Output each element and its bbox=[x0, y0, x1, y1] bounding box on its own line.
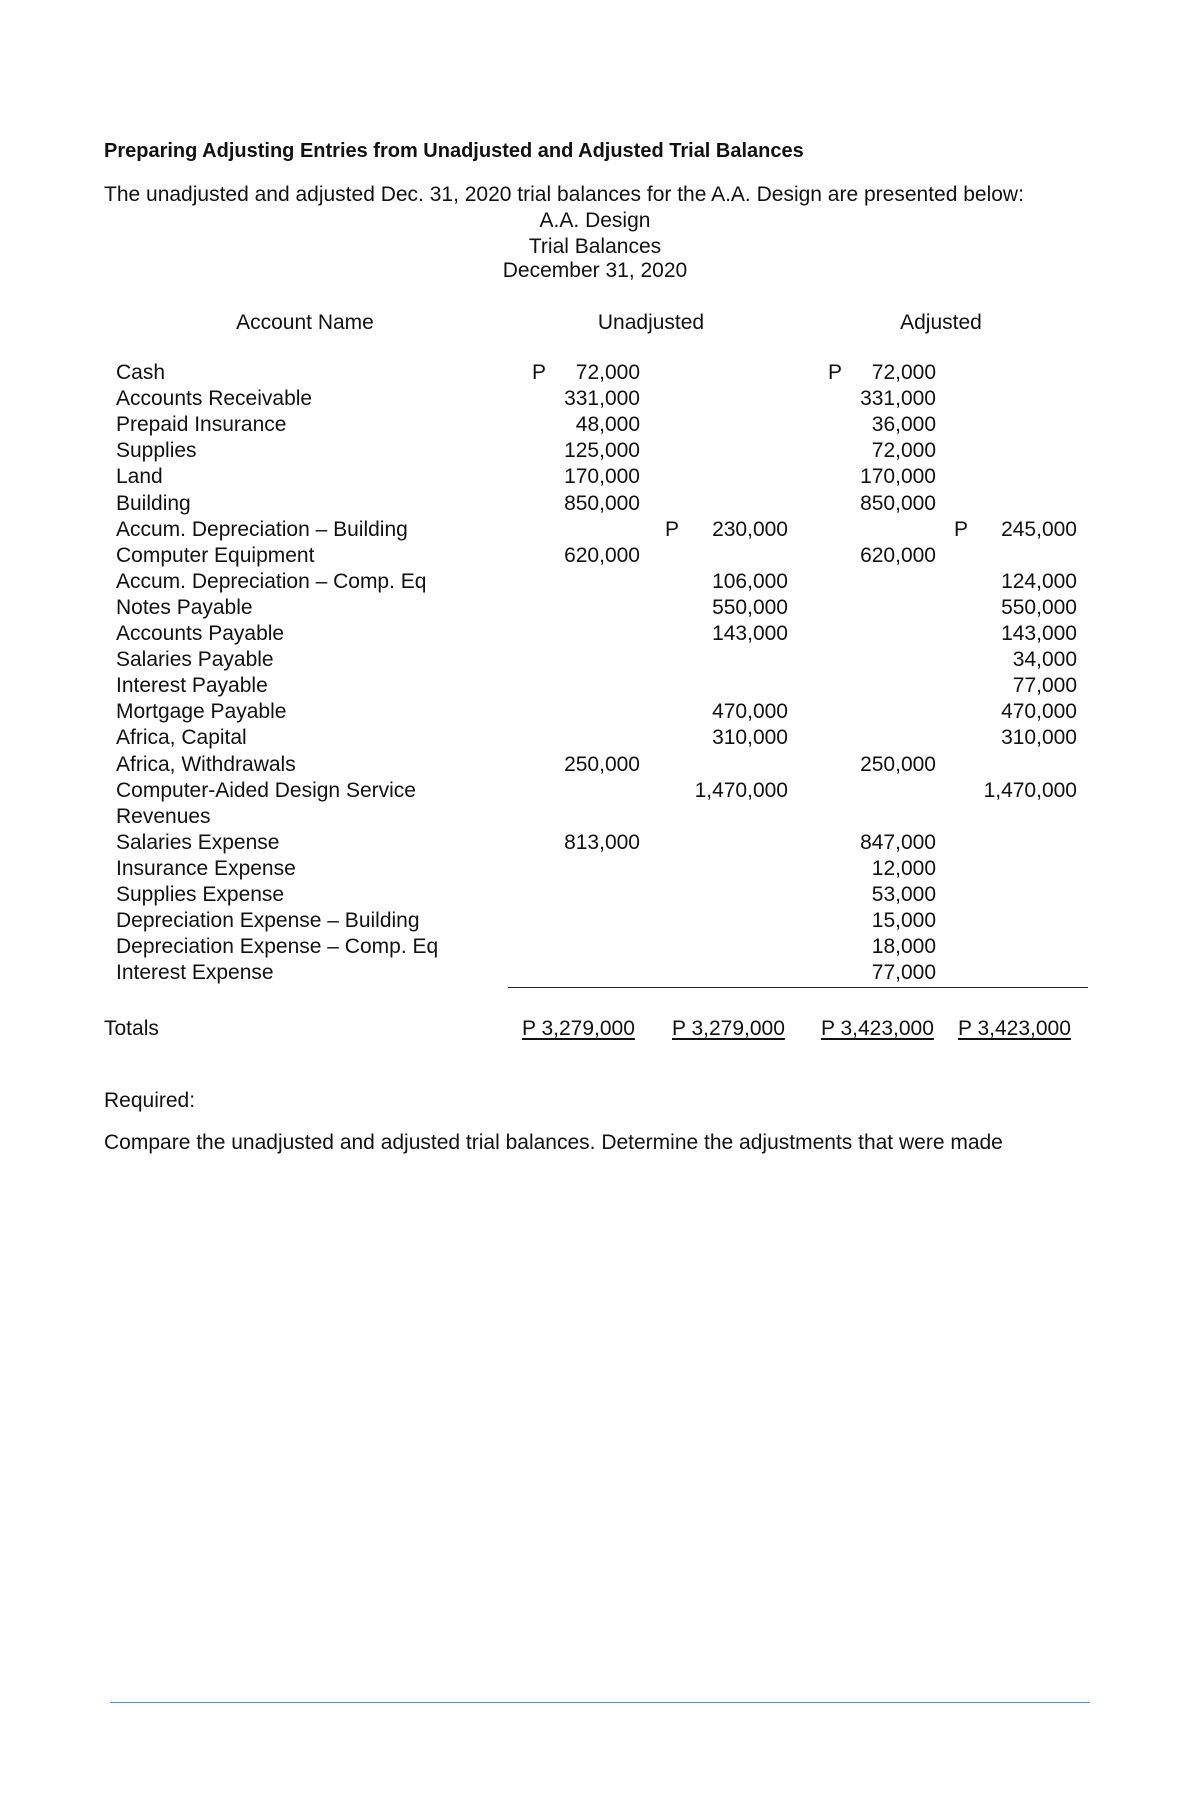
unadjusted-credit bbox=[648, 517, 788, 543]
unadjusted-credit bbox=[648, 621, 788, 647]
statement-name: Trial Balances bbox=[528, 235, 662, 258]
unadjusted-debit bbox=[500, 438, 640, 464]
table-row bbox=[0, 908, 1190, 934]
table-row bbox=[0, 725, 1190, 751]
amount-value: 53,000 bbox=[871, 883, 936, 906]
account-name: Depreciation Expense – Building bbox=[116, 909, 420, 933]
footer-divider bbox=[110, 1702, 1090, 1703]
account-name-header: Account Name bbox=[236, 311, 374, 334]
account-name: Africa, Withdrawals bbox=[116, 752, 296, 776]
table-row bbox=[0, 360, 1190, 386]
table-row bbox=[0, 438, 1190, 464]
adjusted-debit bbox=[796, 464, 936, 490]
table-row bbox=[0, 752, 1190, 778]
amount-value: 124,000 bbox=[1001, 569, 1077, 593]
adjusted-debit bbox=[796, 960, 936, 986]
unadjusted-credit bbox=[648, 725, 788, 751]
unadjusted-credit bbox=[648, 699, 788, 725]
amount-value: 550,000 bbox=[712, 595, 788, 619]
account-name: Interest Payable bbox=[116, 674, 268, 698]
currency-symbol: P bbox=[532, 361, 547, 384]
amount-value: 620,000 bbox=[564, 543, 640, 567]
amount-value: 245,000 bbox=[1001, 517, 1077, 541]
account-name: Depreciation Expense – Comp. Eq bbox=[116, 935, 439, 959]
unadjusted-debit bbox=[500, 386, 640, 412]
amount-value: 230,000 bbox=[712, 517, 788, 541]
amount-value: 1,470,000 bbox=[983, 778, 1077, 802]
unadjusted-credit bbox=[648, 595, 788, 621]
adjusted-credit bbox=[937, 699, 1077, 725]
adjusted-header: Adjusted bbox=[900, 311, 982, 334]
amount-value: 550,000 bbox=[1001, 595, 1077, 619]
unadjusted-debit bbox=[500, 830, 640, 856]
amount-value: 847,000 bbox=[860, 830, 936, 854]
adjusted-credit bbox=[937, 778, 1077, 804]
total-unadjusted-debit: P 3,279,000 bbox=[522, 1017, 635, 1040]
amount-value: 48,000 bbox=[575, 413, 640, 437]
table-row bbox=[0, 386, 1190, 412]
adjusted-credit bbox=[937, 621, 1077, 647]
required-label: Required: bbox=[104, 1089, 196, 1112]
amount-value: 813,000 bbox=[564, 830, 640, 854]
adjusted-debit bbox=[796, 908, 936, 934]
account-name: Computer Equipment bbox=[116, 543, 315, 567]
amount-value: 470,000 bbox=[712, 700, 788, 724]
account-name: Accum. Depreciation – Building bbox=[116, 517, 408, 541]
amount-value: 72,000 bbox=[871, 439, 936, 463]
amount-value: 72,000 bbox=[871, 361, 936, 384]
amount-value: 106,000 bbox=[712, 569, 788, 593]
adjusted-debit bbox=[796, 491, 936, 517]
account-name: Salaries Expense bbox=[116, 830, 280, 854]
statement-date: December 31, 2020 bbox=[502, 259, 688, 282]
table-row bbox=[0, 647, 1190, 673]
account-name: Supplies bbox=[116, 439, 197, 463]
unadjusted-debit bbox=[500, 464, 640, 490]
adjusted-debit bbox=[796, 752, 936, 778]
account-name: Prepaid Insurance bbox=[116, 413, 287, 437]
amount-value: 143,000 bbox=[1001, 622, 1077, 645]
table-row bbox=[0, 699, 1190, 725]
amount-value: 77,000 bbox=[1012, 674, 1077, 698]
amount-value: 620,000 bbox=[860, 543, 936, 567]
amount-value: 470,000 bbox=[1001, 700, 1077, 724]
amount-value: 331,000 bbox=[860, 387, 936, 411]
table-row bbox=[0, 491, 1190, 517]
account-name: Building bbox=[116, 491, 191, 515]
account-name: Accounts Receivable bbox=[116, 387, 313, 411]
table-row bbox=[0, 856, 1190, 882]
amount-value: 36,000 bbox=[871, 413, 936, 437]
table-row bbox=[0, 464, 1190, 490]
amount-value: 250,000 bbox=[860, 752, 936, 776]
adjusted-credit bbox=[937, 647, 1077, 673]
table-row bbox=[0, 934, 1190, 960]
account-name: Salaries Payable bbox=[116, 648, 274, 672]
adjusted-debit bbox=[796, 438, 936, 464]
amount-value: 125,000 bbox=[564, 439, 640, 463]
adjusted-debit bbox=[796, 386, 936, 412]
unadjusted-debit bbox=[500, 491, 640, 517]
account-name: Land bbox=[116, 465, 163, 489]
amount-value: 850,000 bbox=[860, 491, 936, 515]
account-name: Revenues bbox=[116, 804, 211, 828]
account-name: Notes Payable bbox=[116, 595, 253, 619]
adjusted-debit bbox=[796, 934, 936, 960]
adjusted-debit bbox=[796, 856, 936, 882]
totals-label: Totals bbox=[104, 1017, 159, 1040]
unadjusted-debit bbox=[500, 360, 640, 386]
unadjusted-debit bbox=[500, 412, 640, 438]
unadjusted-debit bbox=[500, 752, 640, 778]
amount-value: 170,000 bbox=[860, 465, 936, 489]
adjusted-debit bbox=[796, 830, 936, 856]
unadjusted-credit bbox=[648, 569, 788, 595]
account-name: Supplies Expense bbox=[116, 883, 285, 906]
amount-value: 12,000 bbox=[871, 856, 936, 880]
amount-value: 34,000 bbox=[1012, 648, 1077, 672]
amount-value: 310,000 bbox=[1001, 726, 1077, 750]
adjusted-debit bbox=[796, 882, 936, 908]
table-row bbox=[0, 543, 1190, 569]
currency-symbol: P bbox=[828, 361, 843, 384]
adjusted-credit bbox=[937, 569, 1077, 595]
amount-value: 170,000 bbox=[564, 465, 640, 489]
amount-value: 143,000 bbox=[712, 622, 788, 645]
document-title: Preparing Adjusting Entries from Unadjusted and Adjusted Trial Balances bbox=[104, 140, 804, 162]
amount-value: 331,000 bbox=[564, 387, 640, 411]
company-name: A.A. Design bbox=[539, 209, 651, 232]
adjusted-debit bbox=[796, 543, 936, 569]
table-row bbox=[0, 882, 1190, 908]
total-unadjusted-credit: P 3,279,000 bbox=[672, 1017, 785, 1040]
table-row bbox=[0, 804, 1190, 830]
amount-value: 310,000 bbox=[712, 726, 788, 750]
account-name: Mortgage Payable bbox=[116, 700, 287, 724]
currency-symbol: P bbox=[665, 517, 680, 541]
adjusted-credit bbox=[937, 517, 1077, 543]
adjusted-debit bbox=[796, 412, 936, 438]
adjusted-credit bbox=[937, 673, 1077, 699]
account-name: Computer-Aided Design Service bbox=[116, 778, 416, 802]
total-adjusted-debit: P 3,423,000 bbox=[821, 1017, 934, 1040]
adjusted-credit bbox=[937, 595, 1077, 621]
account-name: Accum. Depreciation – Comp. Eq bbox=[116, 569, 427, 593]
currency-symbol: P bbox=[954, 517, 969, 541]
amount-value: 72,000 bbox=[575, 361, 640, 384]
table-row bbox=[0, 517, 1190, 543]
table-row bbox=[0, 960, 1190, 986]
intro-paragraph: The unadjusted and adjusted Dec. 31, 2020 trial balances for the A.A. Design are presented below: bbox=[104, 183, 1024, 206]
unadjusted-debit bbox=[500, 543, 640, 569]
unadjusted-credit bbox=[648, 778, 788, 804]
instruction-text: Compare the unadjusted and adjusted trial balances. Determine the adjustments that were made bbox=[104, 1131, 1003, 1154]
amount-value: 850,000 bbox=[564, 491, 640, 515]
amount-value: 15,000 bbox=[871, 909, 936, 933]
table-row bbox=[0, 778, 1190, 804]
account-name: Cash bbox=[116, 361, 166, 384]
amount-value: 1,470,000 bbox=[694, 778, 788, 802]
table-row bbox=[0, 830, 1190, 856]
adjusted-credit bbox=[937, 725, 1077, 751]
table-row bbox=[0, 673, 1190, 699]
totals-rule bbox=[508, 987, 1088, 988]
total-adjusted-credit: P 3,423,000 bbox=[958, 1017, 1071, 1040]
table-row bbox=[0, 569, 1190, 595]
unadjusted-header: Unadjusted bbox=[597, 311, 705, 334]
account-name: Africa, Capital bbox=[116, 726, 247, 750]
amount-value: 18,000 bbox=[871, 935, 936, 959]
account-name: Insurance Expense bbox=[116, 856, 296, 880]
table-row bbox=[0, 412, 1190, 438]
amount-value: 250,000 bbox=[564, 752, 640, 776]
account-name: Accounts Payable bbox=[116, 622, 285, 645]
table-row bbox=[0, 621, 1190, 647]
account-name: Interest Expense bbox=[116, 961, 274, 985]
amount-value: 77,000 bbox=[871, 961, 936, 985]
table-row bbox=[0, 595, 1190, 621]
adjusted-debit bbox=[796, 360, 936, 386]
